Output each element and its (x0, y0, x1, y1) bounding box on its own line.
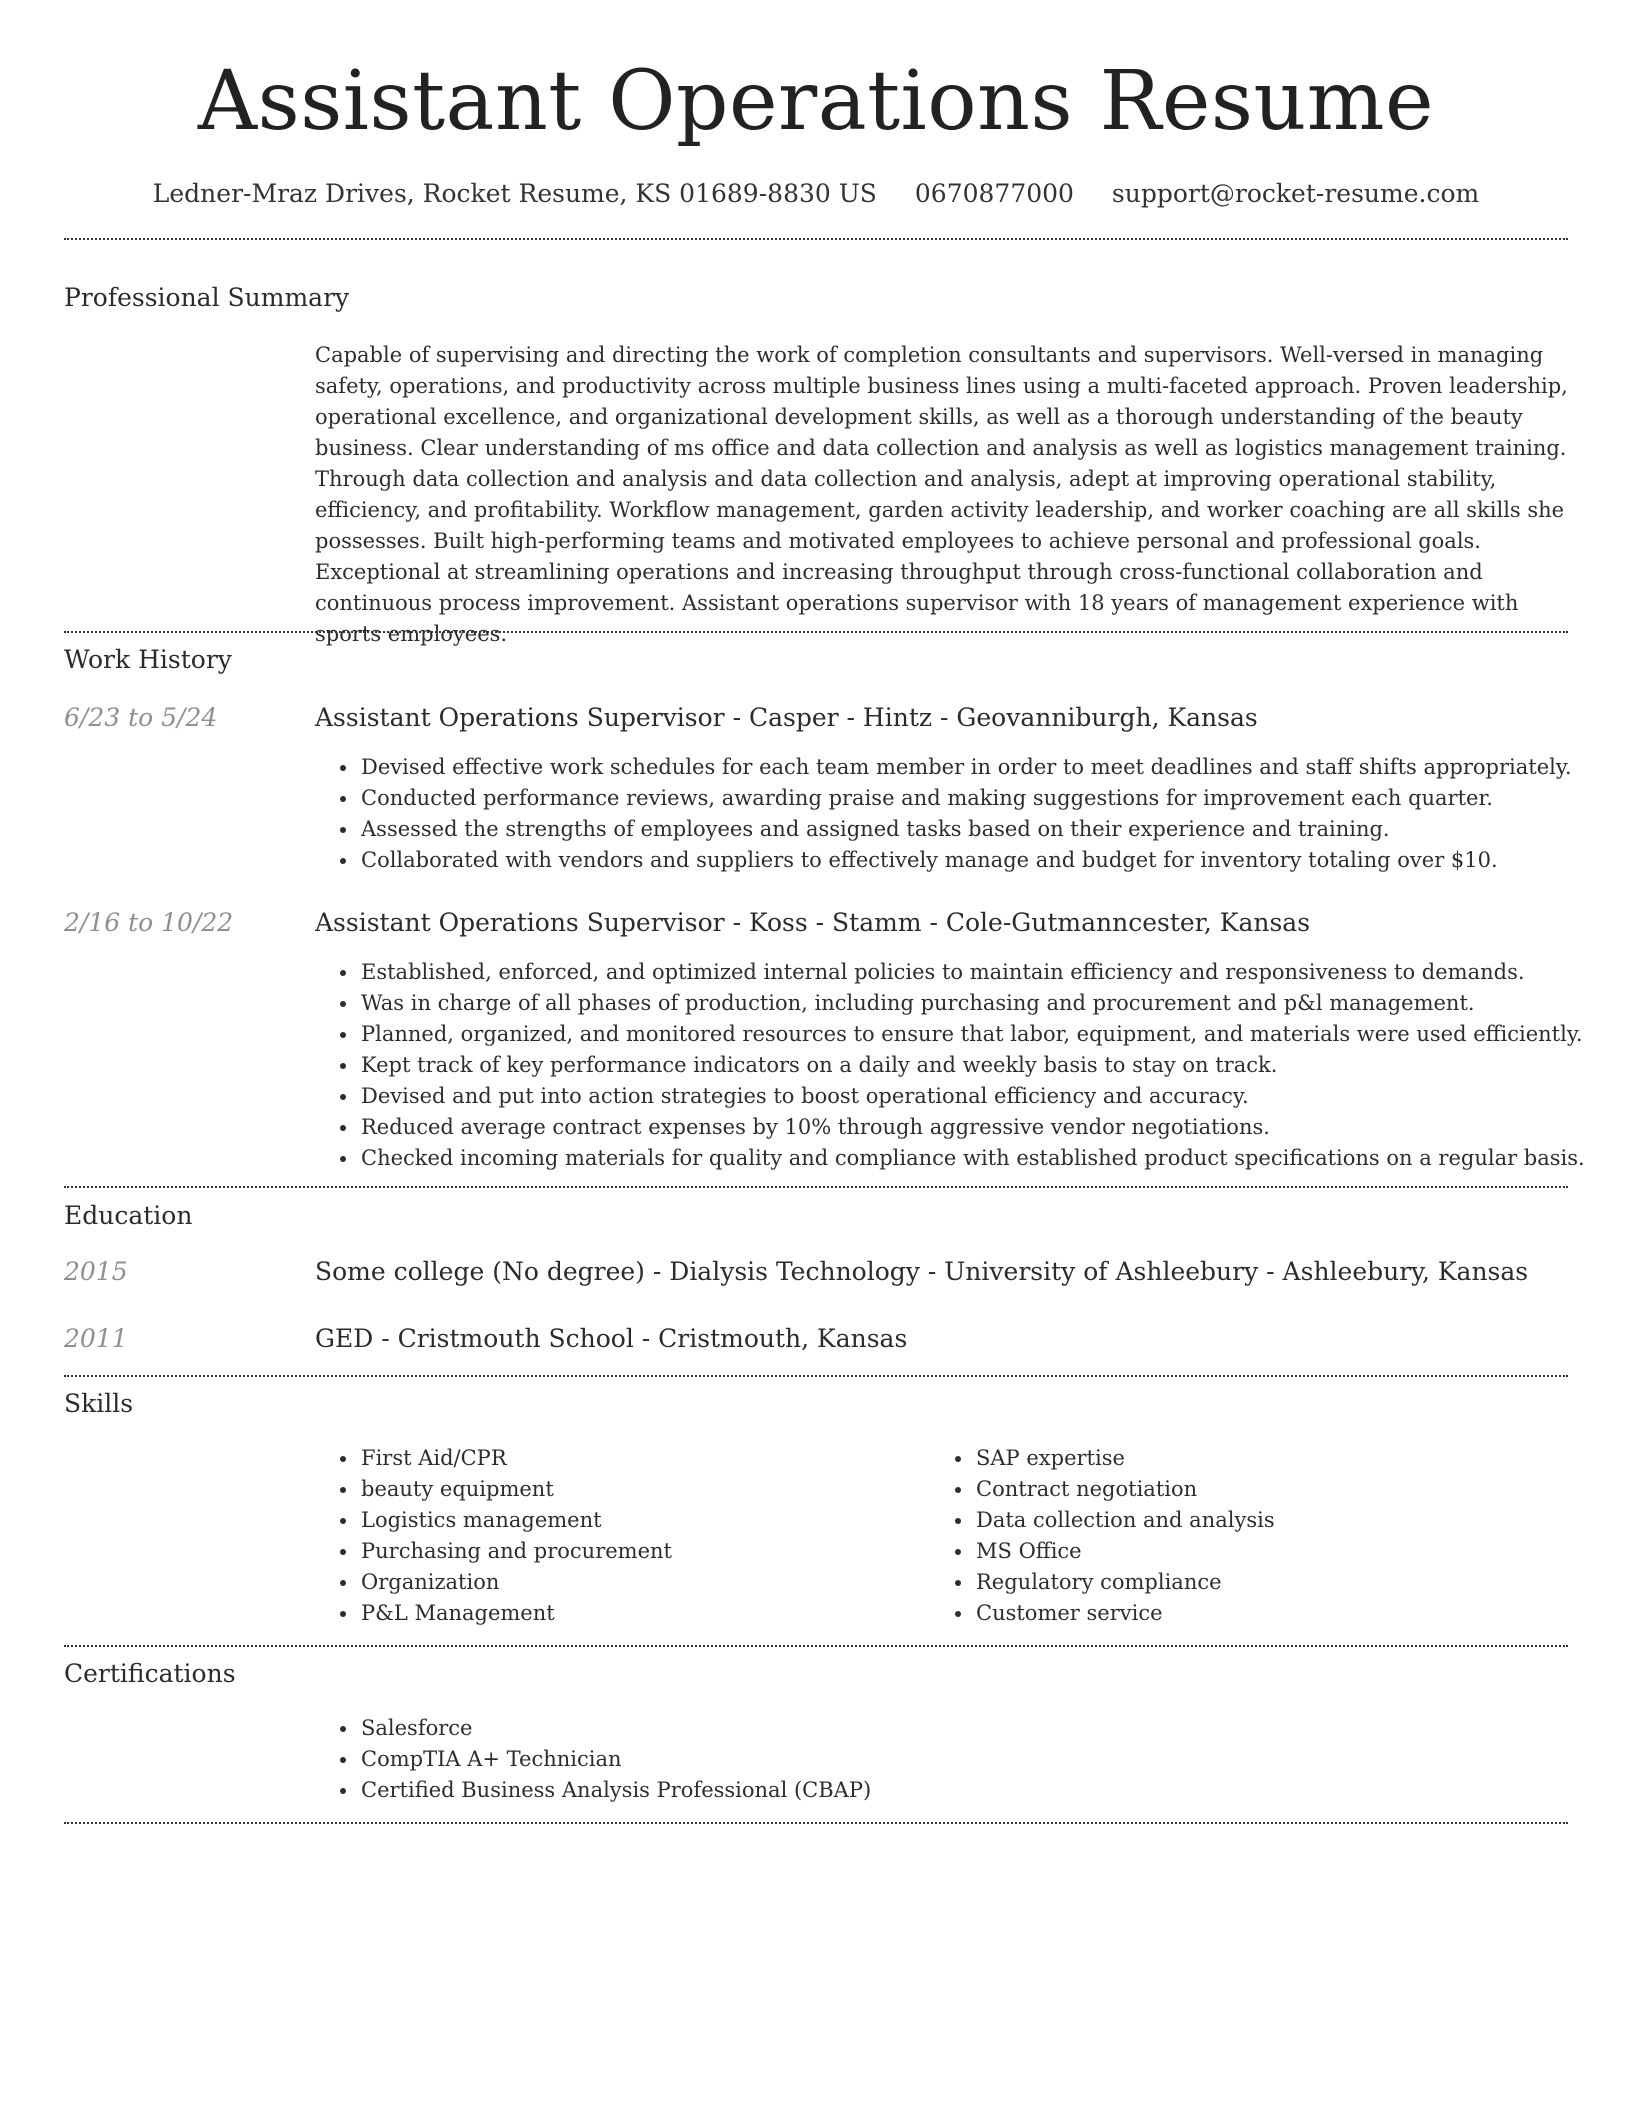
section-divider (64, 1822, 1568, 1824)
job-dates: 2/16 to 10/22 (64, 908, 234, 937)
job-bullet: • Devised and put into action strategies to boost operational efficiency and accuracy. (359, 1081, 1612, 1112)
skill-item: • SAP expertise (974, 1443, 1534, 1474)
skill-item: • Regulatory compliance (974, 1567, 1534, 1598)
section-divider (64, 1375, 1568, 1377)
skills-heading: Skills (64, 1389, 134, 1418)
skill-item: • Customer service (974, 1598, 1534, 1629)
education-year: 2011 (64, 1324, 128, 1353)
skill-item: • Contract negotiation (974, 1474, 1534, 1505)
skill-item: • P&L Management (359, 1598, 919, 1629)
section-divider (64, 631, 1568, 633)
job-bullet: • Devised effective work schedules for each team member in order to meet deadlines and staff shifts appropriately. (359, 752, 1612, 783)
education-entry: GED - Cristmouth School - Cristmouth, Kansas (315, 1324, 908, 1353)
section-divider (64, 1645, 1568, 1647)
contact-phone: 0670877000 (914, 179, 1074, 208)
resume-header (64, 52, 1568, 210)
job-bullet: • Planned, organized, and monitored resources to ensure that labor, equipment, and materials were used efficiently. (359, 1019, 1612, 1050)
job-title: Assistant Operations Supervisor - Koss - Stamm - Cole-Gutmanncester, Kansas (315, 908, 1311, 937)
summary-heading: Professional Summary (64, 283, 350, 312)
certification-item: • Salesforce (359, 1713, 1612, 1744)
skill-item: • beauty equipment (359, 1474, 919, 1505)
work-history-heading: Work History (64, 645, 232, 674)
resume-name: Assistant Operations Resume (197, 54, 1435, 149)
job-bullet: • Kept track of key performance indicators on a daily and weekly basis to stay on track. (359, 1050, 1612, 1081)
skill-item: • MS Office (974, 1536, 1534, 1567)
education-heading: Education (64, 1201, 193, 1230)
certifications-heading: Certifications (64, 1659, 236, 1688)
skill-item: • Data collection and analysis (974, 1505, 1534, 1536)
skill-item: • First Aid/CPR (359, 1443, 919, 1474)
section-divider (64, 1186, 1568, 1188)
education-entry: Some college (No degree) - Dialysis Technology - University of Ashleebury - Ashleebury, Kansas (315, 1257, 1529, 1286)
section-divider (64, 238, 1568, 240)
job-bullet: • Checked incoming materials for quality and compliance with established product specifications on a regular basis. (359, 1143, 1612, 1174)
job-bullet: • Established, enforced, and optimized internal policies to maintain efficiency and responsiveness to demands. (359, 957, 1612, 988)
job-bullet: • Collaborated with vendors and suppliers to effectively manage and budget for inventory totaling over $10. (359, 845, 1612, 876)
job-bullet: • Reduced average contract expenses by 10% through aggressive vendor negotiations. (359, 1112, 1612, 1143)
summary-text: Capable of supervising and directing the work of completion consultants and supervisors. Well-versed in managing safety, operations, and productivity across multiple business lines using a multi-faceted approach. Proven leadership, operational excellence, and organizational development skills, as well as a thorough understanding of the beauty business. Clear understanding of ms office and data collection and analysis as well as logistics management training. Through data collection and analysis and data collection and analysis, adept at improving operational stability, efficiency, and profitability. Workflow management, garden activity leadership, and worker coaching are all skills she possesses. Built high-performing teams and motivated employees to achieve personal and professional goals. Exceptional at streamlining operations and increasing throughput through cross-functional collaboration and continuous process improvement. Assistant operations supervisor with 18 years of management experience with sports employees. (315, 343, 1568, 646)
job-bullet: • Conducted performance reviews, awarding praise and making suggestions for improvement each quarter. (359, 783, 1612, 814)
contact-email: support@rocket-resume.com (1111, 179, 1480, 208)
job-dates: 6/23 to 5/24 (64, 703, 218, 732)
job-title: Assistant Operations Supervisor - Casper - Hintz - Geovanniburgh, Kansas (315, 703, 1258, 732)
education-year: 2015 (64, 1257, 128, 1286)
skill-item: • Logistics management (359, 1505, 919, 1536)
skill-item: • Organization (359, 1567, 919, 1598)
certification-item: • Certified Business Analysis Professional (CBAP) (359, 1775, 1612, 1806)
job-bullet: • Was in charge of all phases of production, including purchasing and procurement and p&l management. (359, 988, 1612, 1019)
skills-list-right (930, 1443, 1534, 1629)
contact-address: Ledner-Mraz Drives, Rocket Resume, KS 01689-8830 US (152, 179, 877, 208)
certification-item: • CompTIA A+ Technician (359, 1744, 1612, 1775)
contact-line (64, 178, 1568, 210)
job-bullet: • Assessed the strengths of employees and assigned tasks based on their experience and training. (359, 814, 1612, 845)
skills-list-left (315, 1443, 919, 1629)
job-bullets (315, 957, 1612, 1174)
certifications-list (315, 1713, 1612, 1806)
skill-item: • Purchasing and procurement (359, 1536, 919, 1567)
job-bullets (315, 752, 1612, 876)
